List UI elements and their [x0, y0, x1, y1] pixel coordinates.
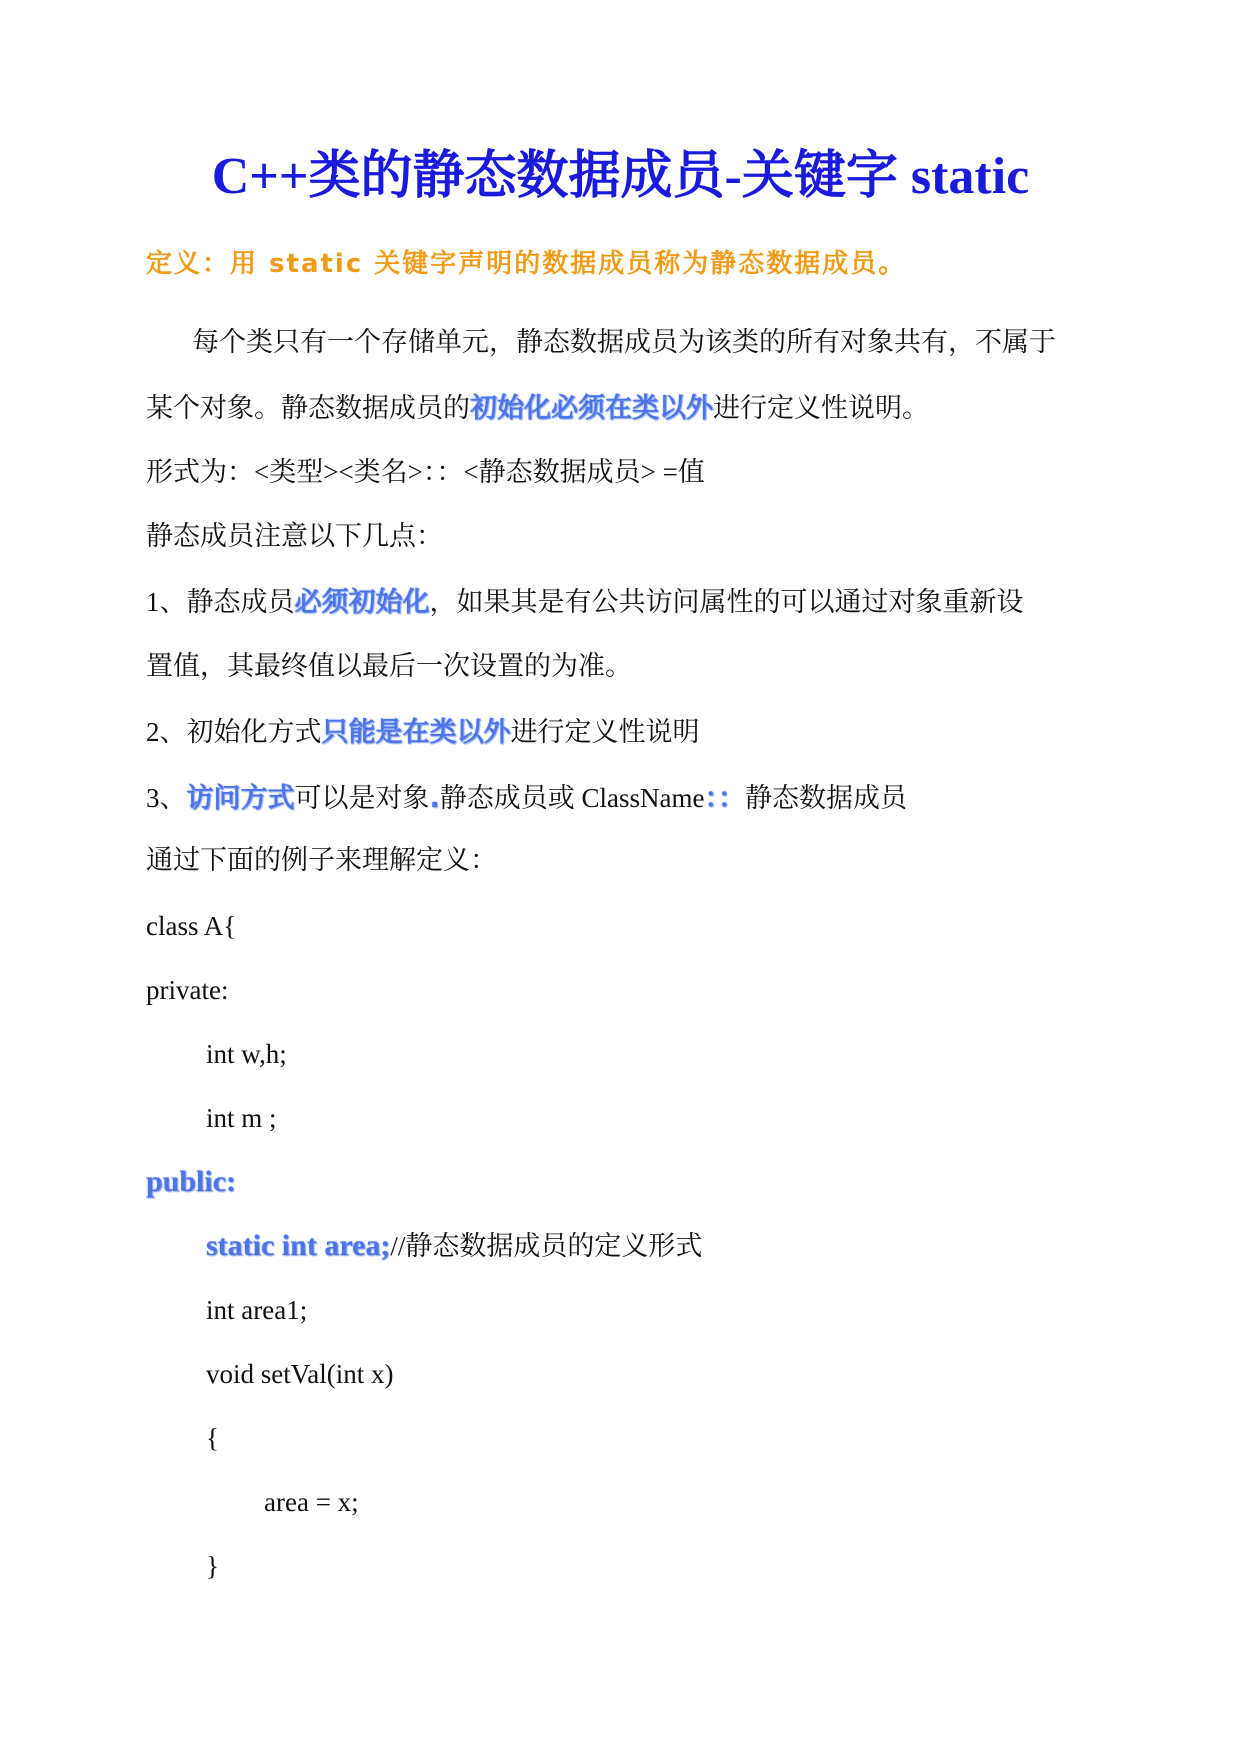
code-line-m: int m ; [206, 1103, 277, 1133]
code-line-wh: int w,h; [206, 1039, 287, 1069]
note-text: 3、 [146, 783, 187, 813]
highlight-text: 必须初始化 [294, 587, 430, 618]
note-text: 可以是对象 [294, 783, 430, 813]
code-static-decl [206, 1226, 702, 1266]
code-assign: area = x; [264, 1487, 359, 1517]
note-1 [146, 582, 1024, 623]
highlight-dot: . [429, 783, 440, 814]
note-text: 1、静态成员 [146, 587, 295, 617]
highlight-colons: ：： [704, 783, 745, 814]
code-private-label: private: [146, 975, 229, 1005]
note-text: 2、初始化方式 [146, 717, 322, 747]
code-line-area1: int area1; [206, 1295, 308, 1325]
paragraph-line-2 [146, 388, 929, 429]
paragraph-text: 进行定义性说明。 [713, 393, 929, 423]
note-text: ，如果其是有公共访问属性的可以通过对象重新设 [429, 587, 1024, 617]
highlight-text: 初始化必须在类以外 [470, 393, 713, 424]
notes-intro: 静态成员注意以下几点： [146, 521, 443, 551]
code-comment: //静态数据成员的定义形式 [390, 1231, 703, 1261]
highlight-text: 只能是在类以外 [321, 717, 511, 748]
note-3 [146, 778, 907, 819]
paragraph-line-1: 每个类只有一个存储单元，静态数据成员为该类的所有对象共有，不属于 [192, 327, 1056, 357]
note-text: 进行定义性说明 [510, 717, 700, 747]
code-public-label [146, 1162, 236, 1202]
note-text: 静态数据成员 [745, 783, 907, 813]
example-intro: 通过下面的例子来理解定义： [146, 845, 497, 875]
note-text: 静态成员或 ClassName [439, 783, 705, 813]
code-setval-signature: void setVal(int x) [206, 1359, 394, 1389]
definition-line: 定义：用 static 关键字声明的数据成员称为静态数据成员。 [146, 249, 907, 279]
note-2 [146, 712, 700, 753]
paragraph-text: 某个对象。静态数据成员的 [146, 393, 470, 423]
code-brace-close: } [206, 1551, 219, 1581]
highlight-text: public: [146, 1165, 237, 1198]
code-class-decl: class A{ [146, 911, 237, 941]
note-1-continued: 置值，其最终值以最后一次设置的为准。 [146, 651, 632, 681]
highlight-text: 访问方式 [186, 783, 295, 814]
highlight-text: static int area; [206, 1229, 391, 1262]
form-line: 形式为：<类型><类名>：：<静态数据成员> =值 [146, 457, 705, 487]
page-title: C++类的静态数据成员-关键字 static [211, 148, 1030, 205]
code-brace-open: { [206, 1423, 219, 1453]
